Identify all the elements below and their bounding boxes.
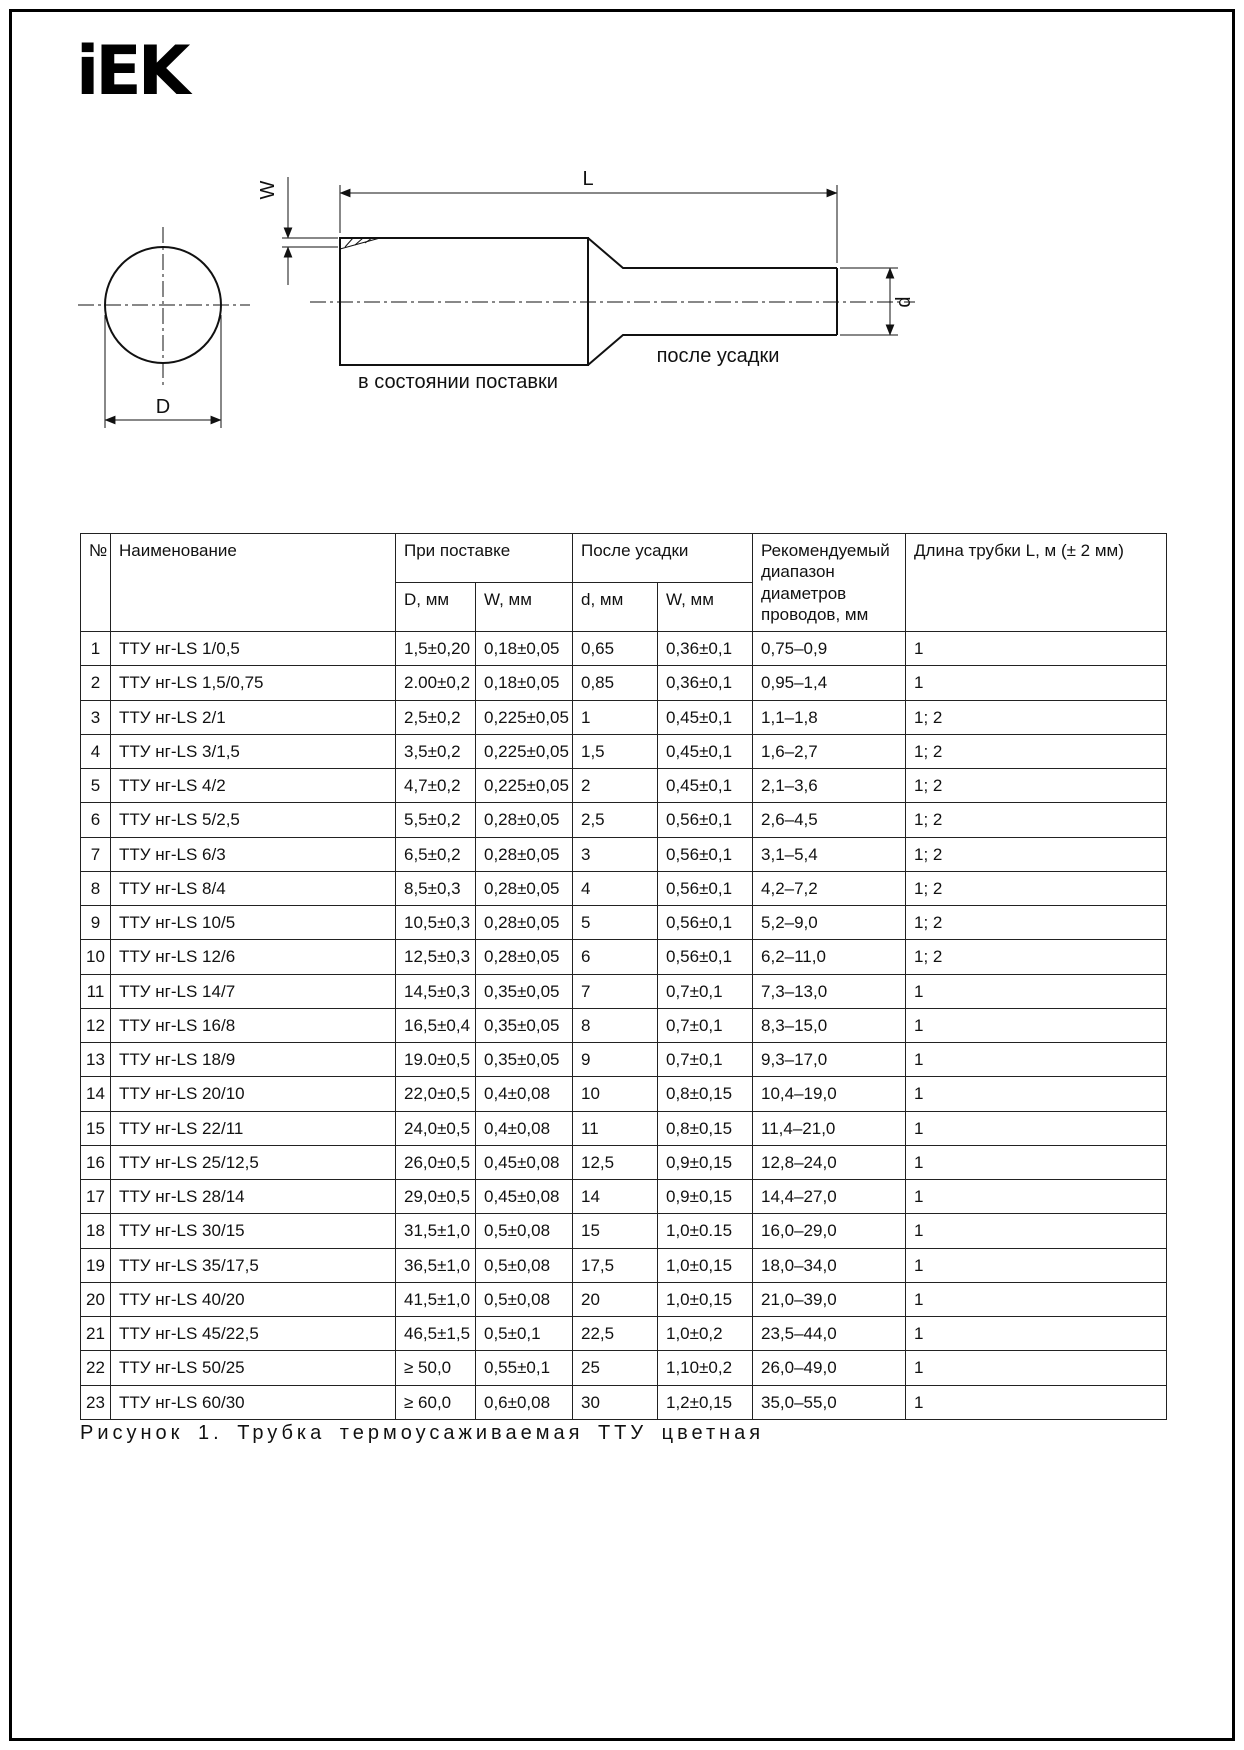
table-cell: 6,2–11,0 (753, 940, 906, 974)
table-cell: ТТУ нг-LS 25/12,5 (111, 1145, 396, 1179)
table-cell: 16 (81, 1145, 111, 1179)
table-cell: 7,3–13,0 (753, 974, 906, 1008)
table-cell: 31,5±1,0 (396, 1214, 476, 1248)
table-cell: 0,28±0,05 (476, 803, 573, 837)
table-cell: ТТУ нг-LS 4/2 (111, 769, 396, 803)
table-cell: 46,5±1,5 (396, 1317, 476, 1351)
table-cell: 0,7±0,1 (658, 974, 753, 1008)
table-cell: 24,0±0,5 (396, 1111, 476, 1145)
table-cell: 9,3–17,0 (753, 1043, 906, 1077)
table-cell: 3 (81, 700, 111, 734)
table-cell: 1,5±0,20 (396, 632, 476, 666)
table-cell: 5 (81, 769, 111, 803)
table-cell: 3,1–5,4 (753, 837, 906, 871)
table-cell: 2 (573, 769, 658, 803)
table-cell: 1; 2 (906, 700, 1167, 734)
table-cell: 1 (906, 1317, 1167, 1351)
table-cell: 1; 2 (906, 769, 1167, 803)
table-cell: 3,5±0,2 (396, 734, 476, 768)
table-cell: 18 (81, 1214, 111, 1248)
table-cell: 10,4–19,0 (753, 1077, 906, 1111)
table-cell: 8 (573, 1008, 658, 1042)
table-cell: 1 (906, 1351, 1167, 1385)
table-cell: 0,5±0,1 (476, 1317, 573, 1351)
table-cell: 1 (81, 632, 111, 666)
table-cell: 5 (573, 906, 658, 940)
table-cell: 1; 2 (906, 871, 1167, 905)
table-cell: 0,8±0,15 (658, 1077, 753, 1111)
table-cell: 0,28±0,05 (476, 837, 573, 871)
col-header-wire-range: Рекомендуемый диапазон диаметров проводов, мм (753, 534, 906, 632)
table-cell: 0,56±0,1 (658, 803, 753, 837)
table-cell: 14 (81, 1077, 111, 1111)
table-cell: 2 (81, 666, 111, 700)
table-cell: 12,5 (573, 1145, 658, 1179)
table-cell: 4,7±0,2 (396, 769, 476, 803)
table-cell: 1 (906, 1145, 1167, 1179)
table-row (81, 1077, 1167, 1111)
table-cell: 0,35±0,05 (476, 974, 573, 1008)
dimension-W (282, 177, 338, 285)
table-cell: 1; 2 (906, 734, 1167, 768)
table-cell: 21 (81, 1317, 111, 1351)
table-cell: ТТУ нг-LS 50/25 (111, 1351, 396, 1385)
iek-logo: iEK (76, 32, 187, 111)
table-cell: 25 (573, 1351, 658, 1385)
figure-caption: Рисунок 1. Трубка термоусаживаемая ТТУ цветная (80, 1422, 765, 1444)
table-cell: 11 (573, 1111, 658, 1145)
table-row (81, 837, 1167, 871)
table-cell: 0,225±0,05 (476, 700, 573, 734)
table-cell: 4 (573, 871, 658, 905)
table-cell: 2.00±0,2 (396, 666, 476, 700)
table-cell: ТТУ нг-LS 2/1 (111, 700, 396, 734)
table-cell: 0,5±0,08 (476, 1248, 573, 1282)
table-row (81, 769, 1167, 803)
table-cell: ТТУ нг-LS 12/6 (111, 940, 396, 974)
table-cell: 14,4–27,0 (753, 1180, 906, 1214)
table-cell: 12 (81, 1008, 111, 1042)
end-view-circle (78, 227, 250, 385)
table-row (81, 871, 1167, 905)
table-cell: 1 (906, 632, 1167, 666)
table-cell: 14 (573, 1180, 658, 1214)
table-cell: 20 (81, 1282, 111, 1316)
table-cell: ТТУ нг-LS 16/8 (111, 1008, 396, 1042)
table-cell: 1,10±0,2 (658, 1351, 753, 1385)
table-cell: 0,5±0,08 (476, 1282, 573, 1316)
table-cell: ≥ 60,0 (396, 1385, 476, 1419)
table-cell: 12,8–24,0 (753, 1145, 906, 1179)
table-cell: 23,5–44,0 (753, 1317, 906, 1351)
col-header-d-mm: d, мм (573, 583, 658, 632)
dim-label-D: D (155, 396, 171, 418)
table-cell: 1 (906, 1214, 1167, 1248)
table-cell: 3 (573, 837, 658, 871)
table-row (81, 666, 1167, 700)
table-cell: 1 (906, 1043, 1167, 1077)
table-row (81, 1214, 1167, 1248)
table-cell: 2,5±0,2 (396, 700, 476, 734)
table-cell: 36,5±1,0 (396, 1248, 476, 1282)
table-cell: 0,225±0,05 (476, 734, 573, 768)
table-cell: 30 (573, 1385, 658, 1419)
table-cell: 0,9±0,15 (658, 1180, 753, 1214)
table-cell: 9 (81, 906, 111, 940)
table-cell: 0,45±0,08 (476, 1145, 573, 1179)
table-cell: 20 (573, 1282, 658, 1316)
col-header-name: Наименование (111, 534, 396, 632)
table-row (81, 700, 1167, 734)
table-cell: ТТУ нг-LS 35/17,5 (111, 1248, 396, 1282)
table-cell: 4,2–7,2 (753, 871, 906, 905)
table-cell: 1,5 (573, 734, 658, 768)
table-cell: 1,0±0.15 (658, 1214, 753, 1248)
table-cell: 0,28±0,05 (476, 906, 573, 940)
table-cell: 0,4±0,08 (476, 1111, 573, 1145)
table-cell: 6,5±0,2 (396, 837, 476, 871)
table-row (81, 906, 1167, 940)
table-cell: 0,45±0,08 (476, 1180, 573, 1214)
table-cell: 0,75–0,9 (753, 632, 906, 666)
table-row (81, 1043, 1167, 1077)
table-cell: 7 (573, 974, 658, 1008)
table-cell: 0,6±0,08 (476, 1385, 573, 1419)
table-cell: 1 (906, 1111, 1167, 1145)
table-cell: 1,0±0,15 (658, 1248, 753, 1282)
table-row (81, 1282, 1167, 1316)
table-cell: 4 (81, 734, 111, 768)
col-header-D-mm: D, мм (396, 583, 476, 632)
table-cell: 0,55±0,1 (476, 1351, 573, 1385)
table-cell: 0,95–1,4 (753, 666, 906, 700)
table-cell: 0,85 (573, 666, 658, 700)
table-cell: 17 (81, 1180, 111, 1214)
col-group-after-shrink: После усадки (573, 534, 753, 583)
table-cell: 0,56±0,1 (658, 871, 753, 905)
table-cell: 29,0±0,5 (396, 1180, 476, 1214)
table-cell: ТТУ нг-LS 8/4 (111, 871, 396, 905)
table-cell: ТТУ нг-LS 22/11 (111, 1111, 396, 1145)
table-cell: 0,4±0,08 (476, 1077, 573, 1111)
spec-table-body (81, 632, 1167, 1420)
dim-label-W: W (257, 180, 279, 200)
table-cell: 0,28±0,05 (476, 940, 573, 974)
table-cell: 15 (573, 1214, 658, 1248)
table-cell: 0,56±0,1 (658, 906, 753, 940)
table-cell: ТТУ нг-LS 30/15 (111, 1214, 396, 1248)
table-cell: ТТУ нг-LS 10/5 (111, 906, 396, 940)
col-header-W-mm-supply: W, мм (476, 583, 573, 632)
table-cell: 15 (81, 1111, 111, 1145)
table-cell: 0,225±0,05 (476, 769, 573, 803)
table-cell: 26,0–49,0 (753, 1351, 906, 1385)
table-cell: ТТУ нг-LS 60/30 (111, 1385, 396, 1419)
table-cell: 8,5±0,3 (396, 871, 476, 905)
table-cell: 22 (81, 1351, 111, 1385)
technical-drawing (70, 145, 970, 495)
table-cell: 19 (81, 1248, 111, 1282)
table-cell: 6 (81, 803, 111, 837)
dim-label-d: d (893, 296, 915, 308)
col-header-tube-length: Длина трубки L, м (± 2 мм) (906, 534, 1167, 632)
table-cell: 2,6–4,5 (753, 803, 906, 837)
table-cell: 0,56±0,1 (658, 837, 753, 871)
table-row (81, 734, 1167, 768)
table-cell: 1 (906, 1077, 1167, 1111)
table-cell: 22,5 (573, 1317, 658, 1351)
table-row (81, 1351, 1167, 1385)
table-cell: 0,45±0,1 (658, 769, 753, 803)
table-cell: 12,5±0,3 (396, 940, 476, 974)
table-cell: 1 (906, 1180, 1167, 1214)
table-row (81, 1111, 1167, 1145)
table-cell: 1 (906, 1282, 1167, 1316)
table-cell: 7 (81, 837, 111, 871)
table-cell: ТТУ нг-LS 28/14 (111, 1180, 396, 1214)
table-cell: ≥ 50,0 (396, 1351, 476, 1385)
table-cell: 8,3–15,0 (753, 1008, 906, 1042)
table-cell: 8 (81, 871, 111, 905)
label-before-shrink: в состоянии поставки (358, 371, 558, 393)
table-cell: 1,0±0,2 (658, 1317, 753, 1351)
table-cell: ТТУ нг-LS 20/10 (111, 1077, 396, 1111)
table-cell: 14,5±0,3 (396, 974, 476, 1008)
table-cell: 10 (573, 1077, 658, 1111)
table-cell: 22,0±0,5 (396, 1077, 476, 1111)
table-cell: 0,7±0,1 (658, 1008, 753, 1042)
table-row (81, 632, 1167, 666)
table-cell: 0,36±0,1 (658, 666, 753, 700)
table-cell: 1; 2 (906, 940, 1167, 974)
table-cell: 23 (81, 1385, 111, 1419)
table-cell: 0,18±0,05 (476, 632, 573, 666)
table-cell: 1; 2 (906, 803, 1167, 837)
table-cell: 1; 2 (906, 837, 1167, 871)
table-cell: 19.0±0,5 (396, 1043, 476, 1077)
table-cell: 5,5±0,2 (396, 803, 476, 837)
table-cell: 11 (81, 974, 111, 1008)
table-cell: 0,7±0,1 (658, 1043, 753, 1077)
table-cell: 0,5±0,08 (476, 1214, 573, 1248)
table-row (81, 940, 1167, 974)
table-cell: 1 (906, 666, 1167, 700)
table-cell: 6 (573, 940, 658, 974)
table-cell: 0,56±0,1 (658, 940, 753, 974)
table-cell: ТТУ нг-LS 14/7 (111, 974, 396, 1008)
dim-label-L: L (582, 168, 594, 190)
col-header-W-mm-shrink: W, мм (658, 583, 753, 632)
table-cell: 17,5 (573, 1248, 658, 1282)
table-cell: 2,1–3,6 (753, 769, 906, 803)
table-cell: 21,0–39,0 (753, 1282, 906, 1316)
table-cell: 0,28±0,05 (476, 871, 573, 905)
table-cell: 0,45±0,1 (658, 700, 753, 734)
table-cell: 9 (573, 1043, 658, 1077)
table-cell: 16,5±0,4 (396, 1008, 476, 1042)
table-cell: 0,45±0,1 (658, 734, 753, 768)
table-cell: ТТУ нг-LS 3/1,5 (111, 734, 396, 768)
table-cell: ТТУ нг-LS 40/20 (111, 1282, 396, 1316)
table-cell: ТТУ нг-LS 1,5/0,75 (111, 666, 396, 700)
table-cell: 1 (906, 1008, 1167, 1042)
table-cell: 0,35±0,05 (476, 1008, 573, 1042)
table-cell: 1 (573, 700, 658, 734)
table-row (81, 1180, 1167, 1214)
table-row (81, 1145, 1167, 1179)
table-cell: 11,4–21,0 (753, 1111, 906, 1145)
table-cell: 1,2±0,15 (658, 1385, 753, 1419)
table-cell: 16,0–29,0 (753, 1214, 906, 1248)
col-header-num: № (81, 534, 111, 632)
table-cell: 13 (81, 1043, 111, 1077)
table-cell: 1,0±0,15 (658, 1282, 753, 1316)
table-cell: 0,9±0,15 (658, 1145, 753, 1179)
table-row (81, 1385, 1167, 1419)
table-row (81, 1248, 1167, 1282)
table-cell: 10,5±0,3 (396, 906, 476, 940)
table-cell: 0,35±0,05 (476, 1043, 573, 1077)
table-cell: 1 (906, 974, 1167, 1008)
table-row (81, 803, 1167, 837)
table-cell: 10 (81, 940, 111, 974)
table-cell: 35,0–55,0 (753, 1385, 906, 1419)
table-cell: 0,8±0,15 (658, 1111, 753, 1145)
table-row (81, 1317, 1167, 1351)
spec-table-header (81, 534, 1167, 632)
table-cell: 1 (906, 1248, 1167, 1282)
table-cell: ТТУ нг-LS 1/0,5 (111, 632, 396, 666)
label-after-shrink: после усадки (656, 345, 780, 367)
table-row (81, 1008, 1167, 1042)
table-cell: ТТУ нг-LS 18/9 (111, 1043, 396, 1077)
table-cell: 18,0–34,0 (753, 1248, 906, 1282)
table-cell: 1,6–2,7 (753, 734, 906, 768)
table-cell: 26,0±0,5 (396, 1145, 476, 1179)
table-cell: 1 (906, 1385, 1167, 1419)
table-cell: 2,5 (573, 803, 658, 837)
spec-table (80, 533, 1167, 1420)
table-cell: 41,5±1,0 (396, 1282, 476, 1316)
table-cell: 5,2–9,0 (753, 906, 906, 940)
table-cell: 0,36±0,1 (658, 632, 753, 666)
table-cell: ТТУ нг-LS 5/2,5 (111, 803, 396, 837)
table-cell: 1,1–1,8 (753, 700, 906, 734)
table-cell: 0,18±0,05 (476, 666, 573, 700)
col-group-supply: При поставке (396, 534, 573, 583)
table-cell: 0,65 (573, 632, 658, 666)
table-cell: ТТУ нг-LS 6/3 (111, 837, 396, 871)
table-row (81, 974, 1167, 1008)
table-cell: 1; 2 (906, 906, 1167, 940)
table-cell: ТТУ нг-LS 45/22,5 (111, 1317, 396, 1351)
